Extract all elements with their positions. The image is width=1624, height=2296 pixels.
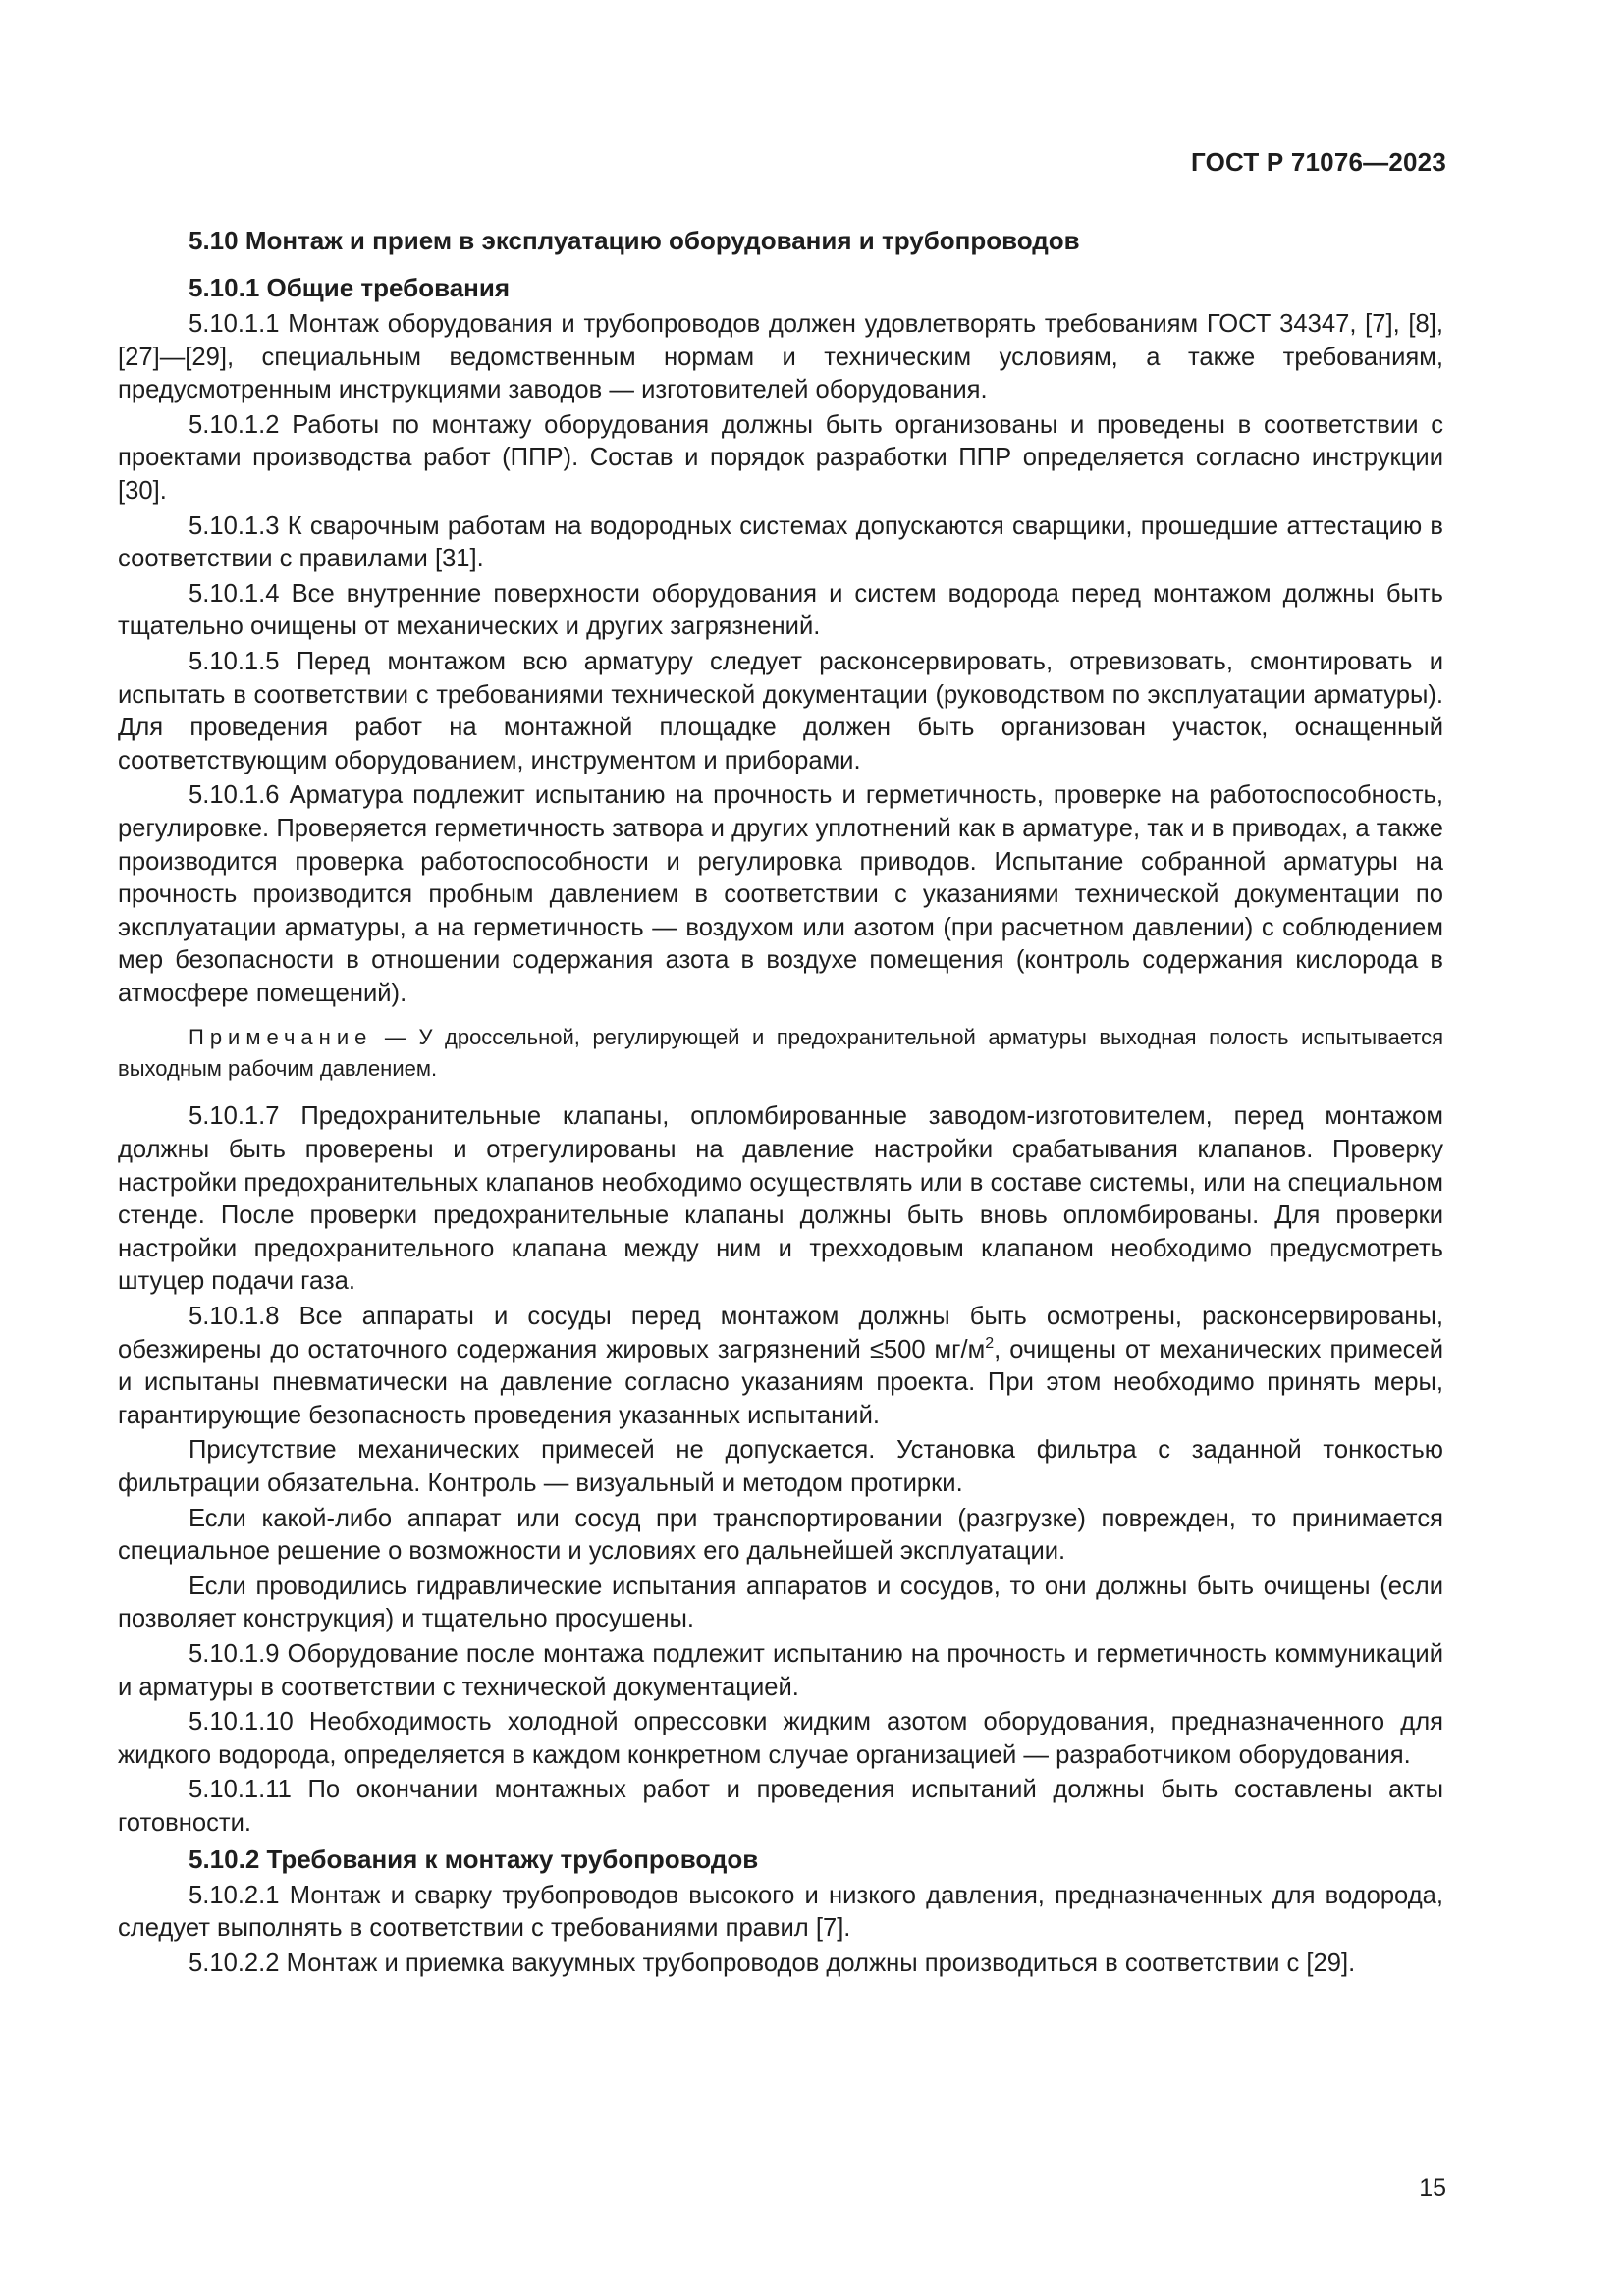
subsection-title-pipelines: 5.10.2 Требования к монтажу трубопроводов (189, 1843, 759, 1874)
paragraph-5-10-1-8 (118, 1301, 1443, 1432)
paragraph-5-10-1-11: 5.10.1.11 По окончании монтажных работ и проведения испытаний должны быть составлены акты готовности. (118, 1776, 1443, 1837)
superscript: 2 (985, 1334, 995, 1352)
subsection-title-general: 5.10.1 Общие требования (189, 273, 511, 302)
paragraph-5-10-1-1: 5.10.1.1 Монтаж оборудования и трубопроводов должен удовлетворять требованиям ГОСТ 34347, [7], [8], [27]—[29], специальным ведомственным нормам и техническим условиям, а также требованиям, предусмотренным инструкциями заводов — изготовителей оборудования. (118, 310, 1443, 404)
paragraph-5-10-1-5: 5.10.1.5 Перед монтажом всю арматуру следует расконсервировать, отревизовать, смонтировать и испытать в соответствии с требованиями технической документации (руководством по эксплуатации арматуры). Для проведения работ на монтажной площадке должен быть организован участок, оснащенный соответствующим оборудованием, инструментом и приборами. (118, 647, 1443, 774)
page-body (118, 224, 1443, 1982)
note-text: — У дроссельной, регулирующей и предохранительной арматуры выходная полость испытывается выходным рабочим давлением. (118, 1025, 1443, 1082)
paragraph-5-10-1-8-part-1: 5.10.1.8 Все аппараты и сосуды перед монтажом должны быть осмотрены, расконсервированы, обезжирены до остаточного содержания жировых загрязнений ≤500 мг/м (118, 1303, 1443, 1363)
note-label: Примечание (189, 1025, 373, 1050)
paragraph-hydraulic-tests: Если проводились гидравлические испытания аппаратов и сосудов, то они должны быть очищены (если позволяет конструкция) и тщательно просушены. (118, 1572, 1443, 1633)
paragraph-5-10-1-6: 5.10.1.6 Арматура подлежит испытанию на прочность и герметичность, проверке на работоспособность, регулировке. Проверяется герметичность затвора и других уплотнений как в арматуре, так и в приводах, а также производится проверка работоспособности и регулировка приводов. Испытание собранной арматуры на прочность производится пробным давлением в соответствии с указаниями технической документации по эксплуатации арматуры, а на герметичность — воздухом или азотом (при расчетном давлении) с соблюдением мер безопасности в отношении содержания азота в воздухе помещения (контроль содержания кислорода в атмосфере помещений). (118, 781, 1443, 1007)
paragraph-5-10-1-9: 5.10.1.9 Оборудование после монтажа подлежит испытанию на прочность и герметичность коммуникаций и арматуры в соответствии с технической документацией. (118, 1639, 1443, 1701)
paragraph-5-10-1-2: 5.10.1.2 Работы по монтажу оборудования должны быть организованы и проведены в соответствии с проектами производства работ (ППР). Состав и порядок разработки ППР определяется согласно инструкции [30]. (118, 410, 1443, 505)
page-number: 15 (1419, 2174, 1446, 2202)
document-code: ГОСТ Р 71076—2023 (1191, 147, 1446, 177)
paragraph-5-10-2-2: 5.10.2.2 Монтаж и приемка вакуумных трубопроводов должны производиться в соответствии с [29]. (189, 1949, 1356, 1977)
section-title: 5.10 Монтаж и прием в эксплуатацию оборудования и трубопроводов (189, 226, 1080, 255)
note (118, 1022, 1443, 1085)
paragraph-5-10-1-3: 5.10.1.3 К сварочным работам на водородных системах допускаются сварщики, прошедшие аттестацию в соответствии с правилами [31]. (118, 511, 1443, 573)
paragraph-impurities: Присутствие механических примесей не допускается. Установка фильтра с заданной тонкостью фильтрации обязательна. Контроль — визуальный и методом протирки. (118, 1436, 1443, 1497)
paragraph-5-10-1-8-part-2: , очищены от механических примесей и испытаны пневматически на давление согласно указаниям проекта. При этом необходимо принять меры, гарантирующие безопасность проведения указанных испытаний. (118, 1335, 1444, 1429)
paragraph-5-10-2-1: 5.10.2.1 Монтаж и сварку трубопроводов высокого и низкого давления, предназначенных для водорода, следует выполнять в соответствии с требованиями правил [7]. (118, 1881, 1443, 1943)
paragraph-5-10-1-10: 5.10.1.10 Необходимость холодной опрессовки жидким азотом оборудования, предназначенного для жидкого водорода, определяется в каждом конкретном случае организацией — разработчиком оборудования. (118, 1708, 1443, 1769)
paragraph-5-10-1-7: 5.10.1.7 Предохранительные клапаны, опломбированные заводом-изготовителем, перед монтажом должны быть проверены и отрегулированы на давление настройки срабатывания клапанов. Проверку настройки предохранительных клапанов необходимо осуществлять или в составе системы, или на специальном стенде. После проверки предохранительные клапаны должны быть вновь опломбированы. Для проверки настройки предохранительного клапана между ним и трехходовым клапаном необходимо предусмотреть штуцер подачи газа. (118, 1102, 1443, 1296)
paragraph-damage: Если какой-либо аппарат или сосуд при транспортировании (разгрузке) поврежден, то принимается специальное решение о возможности и условиях его дальнейшей эксплуатации. (118, 1504, 1443, 1566)
paragraph-5-10-1-4: 5.10.1.4 Все внутренние поверхности оборудования и систем водорода перед монтажом должны быть тщательно очищены от механических и других загрязнений. (118, 579, 1443, 641)
